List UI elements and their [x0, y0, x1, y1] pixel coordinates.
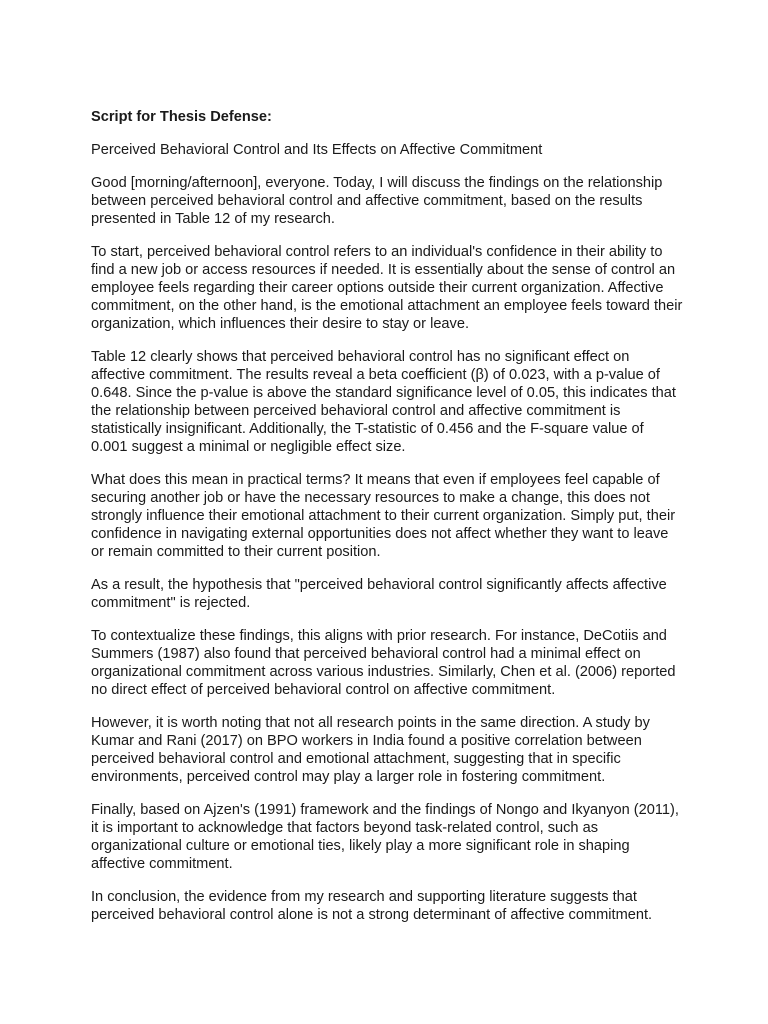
document-subheading: Perceived Behavioral Control and Its Effects on Affective Commitment	[91, 142, 543, 158]
paragraph-framework: Finally, based on Ajzen's (1991) framework and the findings of Nongo and Ikyanyon (2011), it is important to acknowledge that factors beyond task-related control, such as organizational culture or emotional ties, likely play a more significant role in shaping affective commitment.	[91, 802, 679, 872]
paragraph-prior-research: To contextualize these findings, this aligns with prior research. For instance, DeCotiis and Summers (1987) also found that perceived behavioral control had a minimal effect on organizational commitment across various industries. Similarly, Chen et al. (2006) reported no direct effect of perceived behavioral control on affective commitment.	[91, 628, 676, 698]
paragraph-results: Table 12 clearly shows that perceived behavioral control has no significant effect on affective commitment. The results reveal a beta coefficient (β) of 0.023, with a p-value of 0.648. Since the p-value is above the standard significance level of 0.05, this indicates that the relationship between perceived behavioral control and affective commitment is statistically insignificant. Additionally, the T-statistic of 0.456 and the F-square value of 0.001 suggest a minimal or negligible effect size.	[91, 349, 676, 455]
document-heading: Script for Thesis Defense:	[91, 109, 272, 125]
paragraph-hypothesis: As a result, the hypothesis that "perceived behavioral control significantly affects affective commitment" is rejected.	[91, 577, 667, 611]
paragraph-contrasting-research: However, it is worth noting that not all research points in the same direction. A study by Kumar and Rani (2017) on BPO workers in India found a positive correlation between perceived behavioral control and emotional attachment, suggesting that in specific environments, perceived control may play a larger role in fostering commitment.	[91, 715, 650, 785]
paragraph-conclusion: In conclusion, the evidence from my research and supporting literature suggests that perceived behavioral control alone is not a strong determinant of affective commitment.	[91, 889, 653, 923]
paragraph-intro: Good [morning/afternoon], everyone. Today, I will discuss the findings on the relationship between perceived behavioral control and affective commitment, based on the results presented in Table 12 of my research.	[91, 175, 663, 227]
paragraph-definitions: To start, perceived behavioral control refers to an individual's confidence in their ability to find a new job or access resources if needed. It is essentially about the sense of control an employee feels regarding their career options outside their current organization. Affective commitment, on the other hand, is the emotional attachment an employee feels toward their organization, which influences their desire to stay or leave.	[91, 244, 683, 332]
paragraph-practical-meaning: What does this mean in practical terms? It means that even if employees feel capable of securing another job or have the necessary resources to make a change, this does not strongly influence their emotional attachment to their current organization. Simply put, their confidence in navigating external opportunities does not affect whether they want to leave or remain committed to their current position.	[91, 472, 676, 560]
document-body	[91, 108, 683, 939]
